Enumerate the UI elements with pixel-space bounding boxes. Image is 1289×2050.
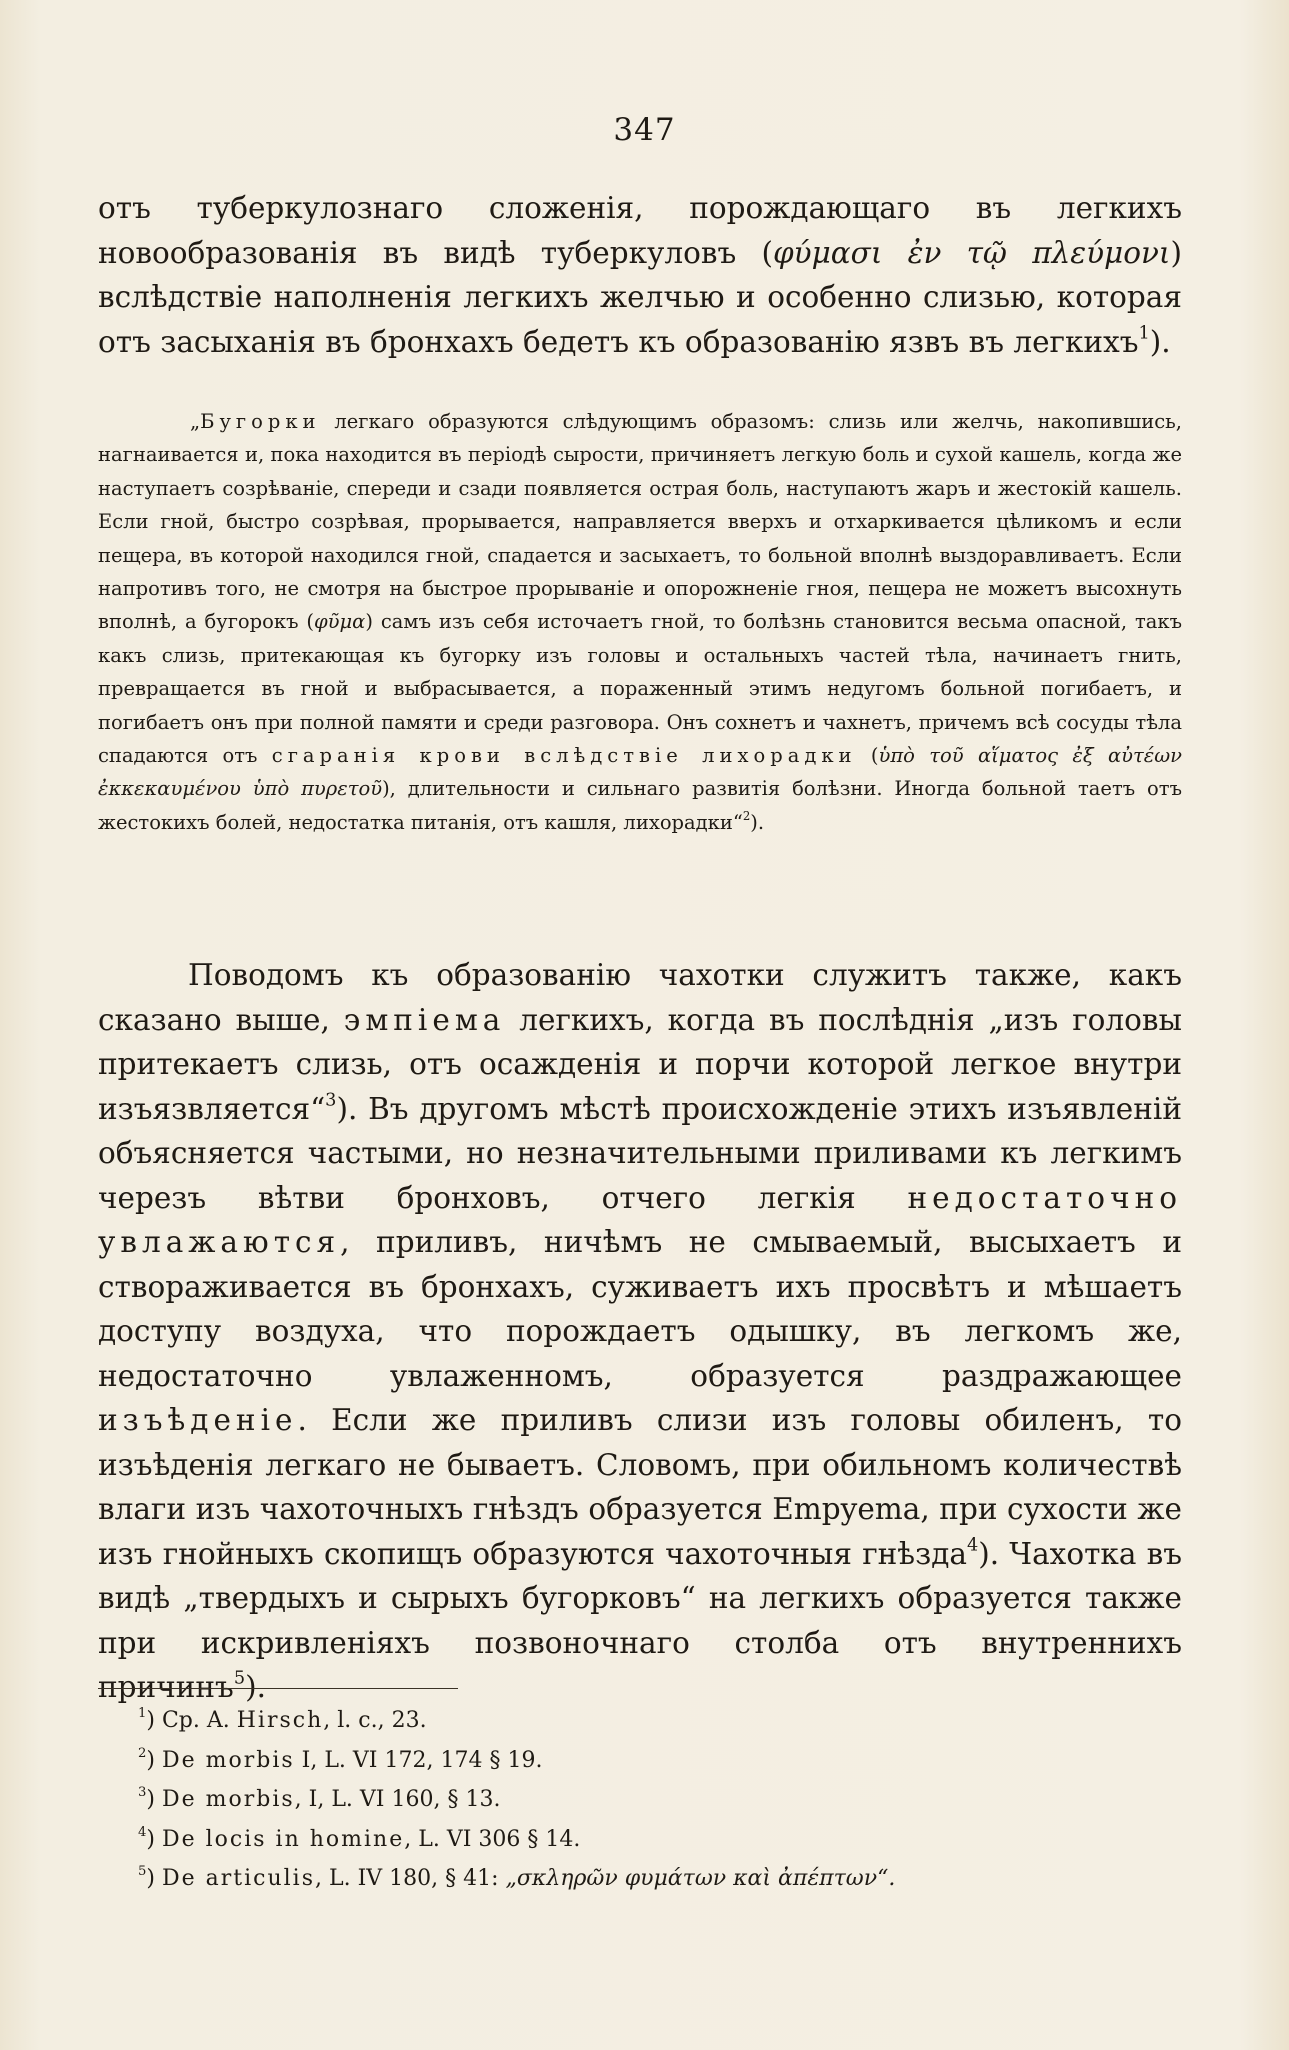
footnote-rule bbox=[98, 1688, 458, 1689]
footnote-ref-2: 2 bbox=[742, 809, 751, 824]
spaced-term: изъѣденіе bbox=[98, 1403, 298, 1437]
footnote-item: $^1$) Cp. A. Hirsch, l. c., 23. bbox=[138, 1706, 427, 1733]
greek-term: φῦμα bbox=[314, 610, 366, 634]
footnote-ref-5: 5 bbox=[233, 1668, 246, 1689]
spaced-phrase: сгаранія крови вслѣдствіе лихорадки bbox=[271, 744, 857, 768]
spaced-term: Бугорки bbox=[200, 410, 321, 433]
footnote-item: $^2$) De morbis I, L. VI 172, 174 § 19. bbox=[138, 1745, 543, 1773]
footnote-item: $^3$) De morbis, I, L. VI 160, § 13. bbox=[138, 1785, 501, 1813]
footnotes bbox=[98, 1701, 1182, 1899]
footnote-ref-4: 4 bbox=[966, 1535, 979, 1556]
footnote-ref-1: 1 bbox=[1138, 323, 1150, 344]
block-quote: „Бугорки легкаго образуются слѣдующимъ образомъ: слизь или желчь, накопившись, нагнаивается и, пока находится въ періодѣ сырости, причиняетъ легкую боль и сухой кашель, когда же наступаетъ созрѣваніе, спереди и сзади появляется острая боль, наступаютъ жаръ и жестокій кашель. Если гной, быстро созрѣвая, прорывается, направляется вверхъ и отхаркивается цѣликомъ и если пещера, въ которой находился гной, спадается и засыхаетъ, то больной вполнѣ выздоравливаетъ. Если напротивъ того, не смотря на быстрое прорываніе и опорожненіе гноя, пещера не можетъ высохнуть вполнѣ, а бугорокъ (φῦμα) самъ изъ себя источаетъ гной, то болѣзнь становится весьма опасной, такъ какъ слизь, притекающая къ бугорку изъ головы и остальныхъ частей тѣла, начинаетъ гнить, превращается въ гной и выбрасывается, а пораженный этимъ недугомъ больной погибаетъ, и погибаетъ онъ при полной памяти и среди разговора. Онъ сохнетъ и чахнетъ, причемъ всѣ сосуды тѣла спадаются отъ сгаранія крови вслѣдствіе лихорадки (ὑπὸ τοῦ αἵματος ἐξ αὐτέων ἐκκεκαυμένου ὑπὸ πυρετοῦ), длительности и сильнаго развитія болѣзни. Иногда больной таетъ отъ жестокихъ болей, недостатка питанія, отъ кашля, лихорадки“$^2$). bbox=[98, 410, 1182, 834]
spaced-phrase: недостаточно увлажаются bbox=[98, 1180, 1182, 1259]
greek-phrase: ὑπὸ τοῦ αἵματος ἐξ αὐτέων ἐκκεκαυμένου ὑπὸ πυρετοῦ bbox=[98, 744, 1182, 801]
page-number: 347 bbox=[613, 112, 676, 148]
footnote-ref-3: 3 bbox=[325, 1090, 337, 1111]
paragraph-1: отъ туберкулознаго сложенія, порождающаго въ легкихъ новообразованія въ видѣ туберкуловъ (φύμασι ἐν τῷ πλεύμονι) вслѣдствіе наполненія легкихъ желчью и особенно слизью, которая отъ засыханія въ бронхахъ бедетъ къ образованію язвъ въ легкихъ$^1$). bbox=[98, 191, 1182, 359]
footnote-item: $^4$) De locis in homine, L. VI 306 § 14. bbox=[138, 1824, 581, 1852]
spaced-term: эмпіема bbox=[343, 1002, 506, 1037]
paragraph-2: Поводомъ къ образованію чахотки служитъ также, какъ сказано выше, эмпіема легкихъ, когда въ послѣднія „изъ головы притекаетъ слизь, отъ осажденія и порчи которой легкое внутри изъязвляется“$^3$). Въ другомъ мѣстѣ происхожденіе этихъ изъявленій объясняется частыми, но незначительными приливами къ легкимъ черезъ вѣтви бронховъ, отчего легкія недостаточно увлажаются, приливъ, ничѣмъ не смываемый, высыхаетъ и створаживается въ бронхахъ, суживаетъ ихъ просвѣтъ и мѣшаетъ доступу воздуха, что порождаетъ одышку, въ легкомъ же, недостаточно увлаженномъ, образуется раздражающее изъѣденіе. Если же приливъ слизи изъ головы обиленъ, то изъѣденія легкаго не бываетъ. Словомъ, при обильномъ количествѣ влаги изъ чахоточныхъ гнѣздъ образуется Empyema, при сухости же изъ гнойныхъ скопищъ образуются чахоточныя гнѣзда$^4$). Чахотка въ видѣ „твердыхъ и сырыхъ бугорковъ“ на легкихъ образуется также при искривленіяхъ позвоночнаго столба отъ внутреннихъ причинъ$^5$). bbox=[98, 958, 1182, 1704]
footnote-item: $^5$) De articulis, L. IV 180, § 41: „σκληρῶν φυμάτων καὶ ἀπέπτων“. bbox=[138, 1864, 896, 1892]
greek-phrase: φύμασι ἐν τῷ πλεύμονι bbox=[773, 235, 1171, 270]
